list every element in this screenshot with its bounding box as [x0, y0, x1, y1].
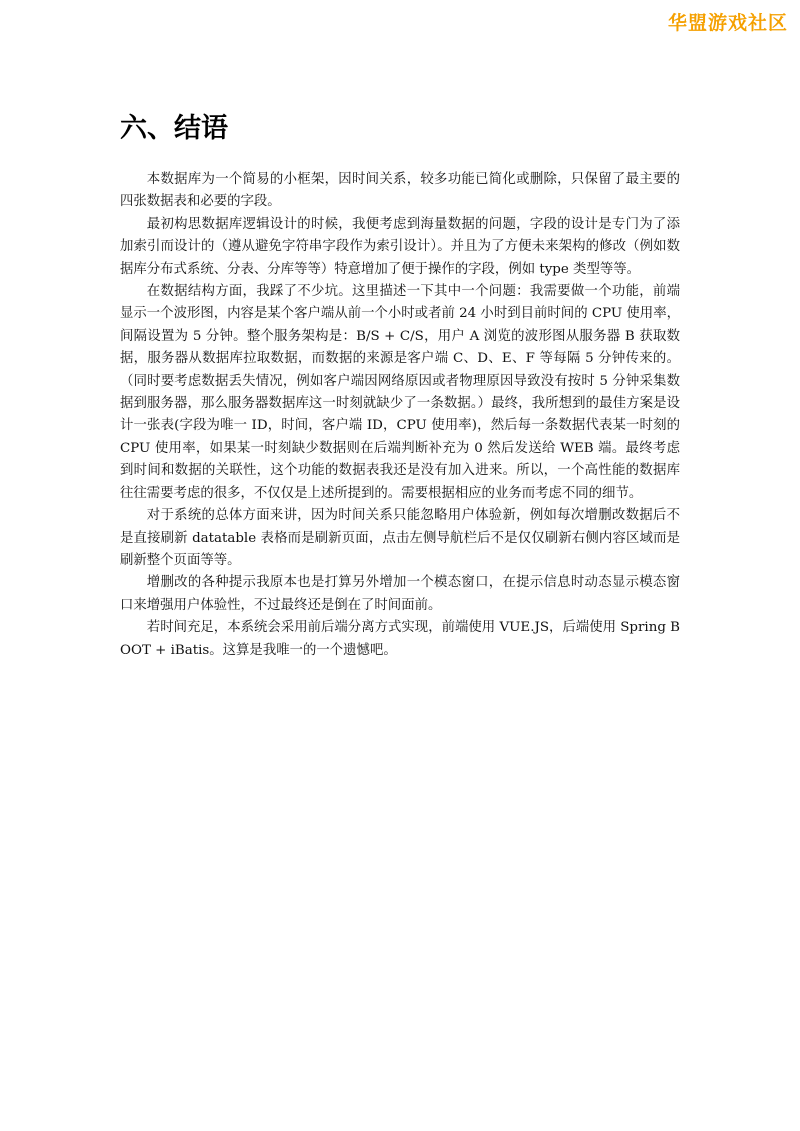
- paragraph: 本数据库为一个简易的小框架，因时间关系，较多功能已简化或删除，只保留了最主要的四张数据表和必要的字段。: [120, 172, 680, 210]
- paragraph: 最初构思数据库逻辑设计的时候，我便考虑到海量数据的问题，字段的设计是专门为了添加索引而设计的（遵从避免字符串字段作为索引设计）。并且为了方便未来架构的修改（例如数据库分布式系统、分表、分库等等）特意增加了便于操作的字段，例如 type 类型等等。: [120, 216, 680, 277]
- paragraph: 对于系统的总体方面来讲，因为时间关系只能忽略用户体验新，例如每次增删改数据后不是直接刷新 datatable 表格而是刷新页面，点击左侧导航栏后不是仅仅刷新右侧内容区域而是刷新整个页面等等。: [120, 508, 680, 568]
- watermark-logo-text: 华盟游戏社区: [667, 12, 788, 34]
- section-heading: 六、结语: [120, 113, 228, 144]
- document-body: [120, 169, 680, 662]
- paragraph: 增删改的各种提示我原本也是打算另外增加一个模态窗口，在提示信息时动态显示模态窗口来增强用户体验性，不过最终还是倒在了时间面前。: [120, 575, 680, 613]
- paragraph: 在数据结构方面，我踩了不少坑。这里描述一下其中一个问题：我需要做一个功能，前端显示一个波形图，内容是某个客户端从前一个小时或者前 24 小时到目前时间的 CPU 使用率，间隔设置为 5 分钟。整个服务架构是：B/S + C/S，用户 A 浏览的波形图从服务器 B 获取数据，服务器从数据库拉取数据，而数据的来源是客户端 C、D、E、F 等每隔 5 分钟传来的。（同时要考虑数据丢失情况，例如客户端因网络原因或者物理原因导致没有按时 5 分钟采集数据到服务器，那么服务器数据库这一时刻就缺少了一条数据。）最终，我所想到的最佳方案是设计一张表(字段为唯一 ID，时间，客户端 ID，CPU 使用率)，然后每一条数据代表某一时刻的 CPU 使用率，如果某一时刻缺少数据则在后端判断补充为 0 然后发送给 WEB 端。最终考虑到时间和数据的关联性，这个功能的数据表我还是没有加入进来。所以，一个高性能的数据库往往需要考虑的很多，不仅仅是上述所提到的。需要根据相应的业务而考虑不同的细节。: [120, 284, 680, 501]
- paragraph: 若时间充足，本系统会采用前后端分离方式实现，前端使用 VUE.JS，后端使用 Spring BOOT + iBatis。这算是我唯一的一个遗憾吧。: [120, 620, 680, 658]
